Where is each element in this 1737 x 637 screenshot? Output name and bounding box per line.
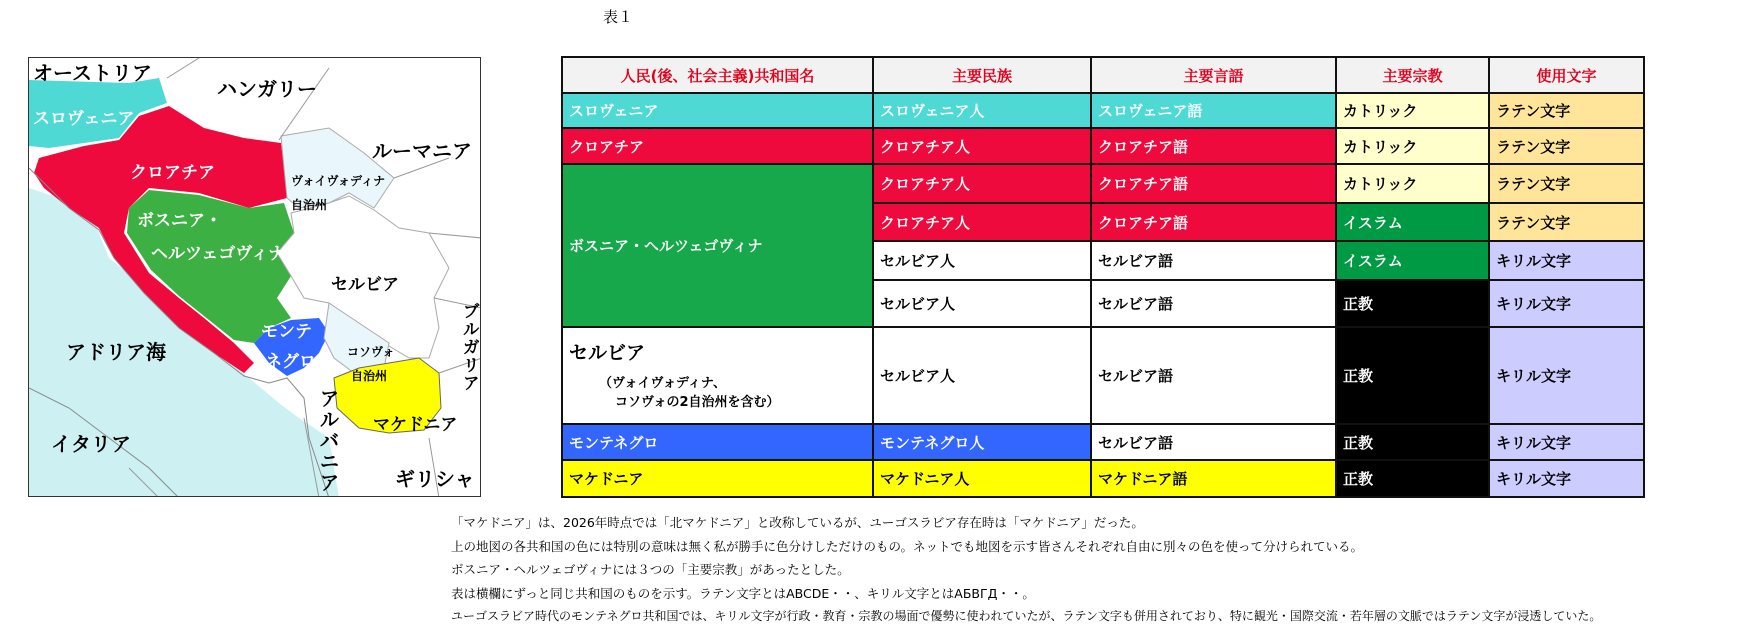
map-label-macedonia: マケドニア (373, 415, 458, 435)
language-cell: セルビア語 (1091, 241, 1336, 280)
header-language: 主要言語 (1091, 57, 1336, 93)
religion-cell: 正教 (1336, 424, 1489, 460)
yugoslavia-map (28, 57, 481, 497)
people-cell: セルビア人 (873, 280, 1091, 327)
note-line: ボスニア・ヘルツェゴヴィナには３つの「主要宗教」があったとした。 (451, 562, 850, 577)
script-cell: キリル文字 (1489, 460, 1644, 497)
map-label-kosovo-1: コソヴォ (347, 345, 395, 359)
people-cell: セルビア人 (873, 327, 1091, 424)
table-row (562, 164, 1644, 203)
people-cell: マケドニア人 (873, 460, 1091, 497)
script-cell: キリル文字 (1489, 280, 1644, 327)
people-cell: スロヴェニア人 (873, 93, 1091, 127)
map-label-albania: アルバニア (316, 388, 340, 493)
people-cell: クロアチア人 (873, 164, 1091, 203)
religion-cell: カトリック (1336, 164, 1489, 203)
map-label-kosovo-2: 自治州 (351, 369, 388, 383)
table-row (562, 327, 1644, 424)
note-line: 表は横欄にずっと同じ共和国のものを示す。ラテン文字とはABCDE・・、キリル文字とはАБВГД・・。 (451, 585, 1035, 601)
note-line: 上の地図の各共和国の色には特別の意味は無く私が勝手に色分けしただけのもの。ネットでも地図を示す皆さんそれぞれ自由に別々の色を使って分けられている。 (451, 538, 1364, 554)
language-cell: マケドニア語 (1091, 460, 1336, 497)
map-label-hungary: ハンガリー (217, 77, 317, 101)
people-cell: クロアチア人 (873, 203, 1091, 242)
republics-table (561, 56, 1645, 498)
religion-cell: 正教 (1336, 327, 1489, 424)
religion-cell: イスラム (1336, 203, 1489, 242)
table-row (562, 128, 1644, 164)
map-label-vojvodina-2: 自治州 (291, 198, 328, 212)
language-cell: スロヴェニア語 (1091, 93, 1336, 127)
script-cell: ラテン文字 (1489, 164, 1644, 203)
people-cell: モンテネグロ人 (873, 424, 1091, 460)
script-cell: ラテン文字 (1489, 203, 1644, 242)
table-row (562, 460, 1644, 497)
header-religion: 主要宗教 (1336, 57, 1489, 93)
header-people: 主要民族 (873, 57, 1091, 93)
map-label-bulgaria: ブルガリア (458, 302, 479, 392)
table-row (562, 93, 1644, 127)
map-label-adriatic: アドリア海 (66, 340, 166, 364)
language-cell: セルビア語 (1091, 424, 1336, 460)
language-cell: セルビア語 (1091, 327, 1336, 424)
religion-cell: カトリック (1336, 93, 1489, 127)
people-cell: クロアチア人 (873, 128, 1091, 164)
serbia-sub-1: （ヴォイヴォディナ、 (599, 375, 727, 391)
religion-cell: 正教 (1336, 280, 1489, 327)
table-row (562, 424, 1644, 460)
table-caption: 表１ (603, 8, 634, 26)
serbia-sub-2: コソヴォの2自治州を含む） (615, 394, 780, 410)
script-cell: キリル文字 (1489, 241, 1644, 280)
republic-name-bosnia: ボスニア・ヘルツェゴヴィナ (562, 164, 873, 326)
map-label-italy: イタリア (51, 432, 131, 456)
note-line: ユーゴスラビア時代のモンテネグロ共和国では、キリル文字が行政・教育・宗教の場面で優勢に使われていたが、ラテン文字も併用されており、特に観光・国際交流・若年層の文脈ではラテン文字が浸透していた。 (451, 609, 1602, 623)
language-cell: クロアチア語 (1091, 128, 1336, 164)
map-label-montenegro-1: モンテ (261, 322, 312, 342)
map-label-montenegro-2: ネグロ (265, 352, 316, 372)
script-cell: ラテン文字 (1489, 128, 1644, 164)
map-label-bosnia-2: ヘルツェゴヴィナ (151, 244, 286, 264)
map-label-romania: ルーマニア (372, 139, 472, 163)
map-label-austria: オーストリア (33, 61, 152, 85)
note-line: 「マケドニア」は、2026年時点では「北マケドニア」と改称しているが、ユーゴスラビア存在時は「マケドニア」だった。 (451, 515, 1144, 530)
map-label-bosnia-1: ボスニア・ (137, 211, 222, 231)
republic-name-croatia: クロアチア (562, 128, 873, 164)
script-cell: キリル文字 (1489, 424, 1644, 460)
notes (451, 511, 1601, 629)
map-label-vojvodina-1: ヴォイヴォディナ (291, 174, 386, 188)
republic-name-montenegro: モンテネグロ (562, 424, 873, 460)
religion-cell: イスラム (1336, 241, 1489, 280)
serbia-name: セルビア (569, 341, 646, 364)
language-cell: セルビア語 (1091, 280, 1336, 327)
map-label-slovenia: スロヴェニア (33, 109, 135, 129)
republic-name-serbia (562, 327, 873, 424)
map-label-croatia: クロアチア (130, 163, 215, 183)
language-cell: クロアチア語 (1091, 164, 1336, 203)
language-cell: クロアチア語 (1091, 203, 1336, 242)
religion-cell: 正教 (1336, 460, 1489, 497)
religion-cell: カトリック (1336, 128, 1489, 164)
script-cell: ラテン文字 (1489, 93, 1644, 127)
republic-name-slovenia: スロヴェニア (562, 93, 873, 127)
map-label-greece: ギリシャ (395, 467, 475, 491)
people-cell: セルビア人 (873, 241, 1091, 280)
map-label-serbia: セルビア (331, 275, 399, 295)
header-republic: 人民(後、社会主義)共和国名 (562, 57, 873, 93)
header-script: 使用文字 (1489, 57, 1644, 93)
republic-name-macedonia: マケドニア (562, 460, 873, 497)
script-cell: キリル文字 (1489, 327, 1644, 424)
table-header-row (562, 57, 1644, 93)
